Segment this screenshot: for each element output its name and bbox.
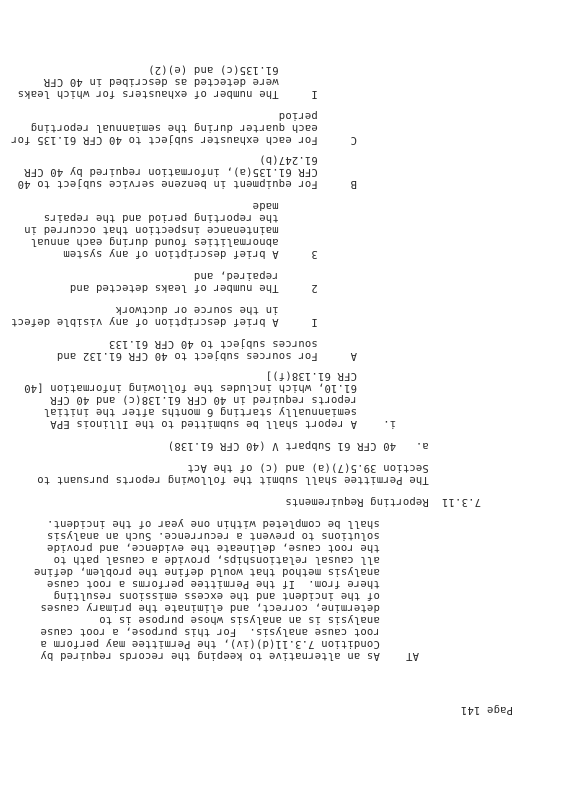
text-line-22: A For sources subject to 40 CFR 61.132 and (56, 350, 481, 362)
text-line-4: analysis is an analysis whose purpose is to (99, 614, 419, 626)
text-line-28: 3 A brief description of any system (63, 248, 481, 260)
text-line-30: maintenance inspection that occurred in (24, 224, 481, 236)
text-line-18: semiannually starting 6 months after the initial (43, 406, 481, 418)
text-line-21: CFR 61.138(f)] (265, 370, 481, 382)
text-line-36: C For each exhauster subject to 40 CFR 61.135 for (10, 134, 481, 146)
text-line-8: analysis method that would define the problem, define (33, 566, 419, 578)
text-line-33: B For equipment in benzene service subject to 40 (17, 178, 481, 190)
section-heading: 7.3.11 Reporting Requirements (285, 496, 481, 508)
page-number: Page 141 (460, 704, 513, 716)
text-line-7: there from. If the Permittee performs a root cause (46, 578, 419, 590)
text-line-16: a. 40 CFR 61 Subpart V (40 CFR 61.138) (167, 440, 481, 452)
text-line-41: 61.135(c) and (e)(2) (148, 64, 481, 76)
text-line-39: I The number of exhausters for which leaks (17, 88, 481, 100)
text-line-27: repaired, and (193, 270, 481, 282)
text-line-37: each quarter during the semiannual reporting (30, 122, 481, 134)
text-line-1: AT As an alternative to keeping the records required by (40, 650, 419, 662)
text-line-10: the root cause, delineate the evidence, and provide (46, 542, 419, 554)
text-line-23: sources subject to 40 CFR 61.133 (108, 338, 481, 350)
text-line-19: reports required in 40 CFR 61.138(c) and 40 CFR (50, 394, 481, 406)
text-line-12: shall be completed within one year of the incident. (46, 518, 419, 530)
text-line-11: solutions to prevent a recurrence. Such an analysis (46, 530, 419, 542)
text-line-34: CFR 61.135(a), information required by 40 CFR (24, 166, 481, 178)
text-line-35: 61.247(b) (259, 154, 481, 166)
text-line-15: Section 39.5(7)(a) and (c) of the Act (187, 462, 481, 474)
text-line-24: I A brief description of any visible defect (10, 316, 481, 328)
text-line-20: 61.10, which includes the following information [40 (24, 382, 481, 394)
text-line-9: all causal relationships, provide a causal path to (53, 554, 419, 566)
text-line-29: abnormalities found during each annual (30, 236, 481, 248)
text-line-17: i. A report shall be submitted to the Illinois EPA (50, 418, 481, 430)
text-line-26: 2 The number of leaks detected and (69, 282, 481, 294)
text-line-2: Condition 7.3.11(d)(iv), the Permittee may perform a (40, 638, 419, 650)
text-line-25: in the source or ductwork (115, 304, 481, 316)
text-line-6: of the incident and the excess emissions resulting (53, 590, 419, 602)
text-line-3: root cause analysis. For this purpose, a root cause (40, 626, 419, 638)
text-line-38: period (278, 110, 481, 122)
text-line-31: the reporting period and the repairs (43, 212, 481, 224)
text-line-32: made (252, 200, 481, 212)
text-line-40: were detected as described in 40 CFR (43, 76, 481, 88)
text-line-14: The Permittee shall submit the following reports pursuant to (37, 474, 481, 486)
text-line-5: determine, correct, and eliminate the primary causes (40, 602, 419, 614)
